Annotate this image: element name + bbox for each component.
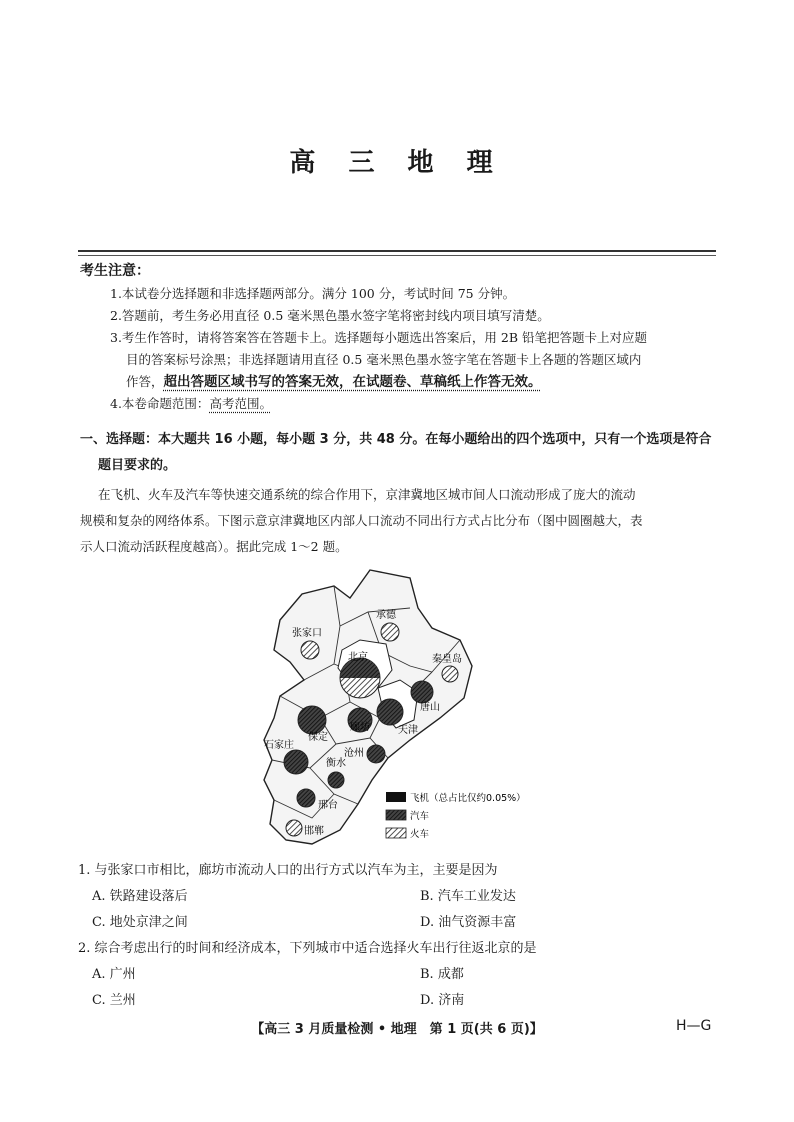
notice-item-2: 2.答题前，考生务必用直径 0.5 毫米黑色墨水签字笔将密封线内项目填写清楚。 (110, 308, 550, 323)
notice-item-3-cont2 (126, 371, 736, 393)
city-label-qinhuangdao: 秦皇岛 (432, 654, 462, 665)
city-label-cangzhou: 沧州 (344, 748, 364, 759)
zhangjiakou-circle (301, 641, 319, 659)
shijiazhuang-circle (284, 750, 308, 774)
question-2-option-c: C. 兰州 (92, 993, 136, 1008)
city-label-shijiazhuang: 石家庄 (264, 740, 294, 751)
city-label-handan: 邯郸 (304, 826, 324, 837)
notice-item-3-cont: 目的答案标号涂黑；非选择题请用直径 0.5 毫米黑色墨水签字笔在答题卡上各题的答题区域内 (126, 352, 642, 367)
notice-item-3: 3.考生作答时，请将答案答在答题卡上。选择题每小题选出答案后，用 2B 铅笔把答题卡上对应题 (110, 330, 648, 345)
city-label-xingtai: 邢台 (318, 800, 338, 811)
question-1-stem: 1. 与张家口市相比，廊坊市流动人口的出行方式以汽车为主，主要是因为 (78, 863, 498, 878)
notice-emphasis: 超出答题区域书写的答案无效，在试题卷、草稿纸上作答无效。 (163, 374, 542, 390)
paper-code: H—G (676, 1018, 712, 1034)
notice-item-4-label: 4.本卷命题范围： (110, 396, 210, 411)
header-rule (78, 250, 716, 252)
city-label-tianjin: 天津 (398, 725, 418, 736)
question-1-option-a: A. 铁路建设落后 (92, 889, 188, 904)
jingjinji-map (250, 568, 550, 850)
page-footer: 【高三 3 月质量检测 • 地理 第 1 页(共 6 页)】 (251, 1022, 543, 1037)
question-2-stem: 2. 综合考虑出行的时间和经济成本，下列城市中适合选择火车出行往返北京的是 (78, 941, 537, 956)
legend-train: 火车 (410, 829, 430, 840)
legend-plane: 飞机（总占比仅约0.05%） (410, 793, 526, 804)
header-rule-thin (78, 255, 716, 256)
tianjin-circle (377, 699, 403, 725)
notice-heading: 考生注意： (80, 263, 150, 279)
question-1-option-d: D. 油气资源丰富 (420, 915, 517, 930)
handan-circle (286, 820, 302, 836)
baoding-circle (298, 706, 326, 734)
qinhuangdao-circle (442, 666, 458, 682)
question-2-option-d: D. 济南 (420, 993, 465, 1008)
hengshui-circle (328, 772, 344, 788)
notice-item-3-text: 作答， (126, 374, 164, 389)
chengde-circle (381, 623, 399, 641)
page-title: 高 三 地 理 (289, 148, 505, 178)
question-1-option-c: C. 地处京津之间 (92, 915, 188, 930)
city-label-langfang: 廊坊 (350, 722, 370, 733)
xingtai-circle (297, 789, 315, 807)
notice-item-4 (110, 393, 720, 415)
question-2-option-a: A. 广州 (92, 967, 136, 982)
passage-line-1: 在飞机、火车及汽车等快速交通系统的综合作用下，京津冀地区城市间人口流动形成了庞大的流动 (98, 487, 636, 502)
legend-swatch-plane (386, 792, 406, 802)
city-label-tangshan: 唐山 (420, 702, 440, 713)
question-2-option-b: B. 成都 (420, 967, 464, 982)
legend-swatch-train (386, 828, 406, 838)
legend-car: 汽车 (410, 811, 430, 822)
notice-item-1: 1.本试卷分选择题和非选择题两部分。满分 100 分，考试时间 75 分钟。 (110, 286, 516, 301)
city-label-chengde: 承德 (376, 610, 396, 621)
section-heading: 一、选择题：本大题共 16 小题，每小题 3 分，共 48 分。在每小题给出的四个选项中，只有一个选项是符合 (80, 432, 712, 447)
city-label-beijing: 北京 (348, 652, 368, 663)
legend-swatch-car (386, 810, 406, 820)
passage-line-2: 规模和复杂的网络体系。下图示意京津冀地区内部人口流动不同出行方式占比分布（图中圆圈越大，表 (80, 513, 643, 528)
section-heading-cont: 题目要求的。 (98, 458, 177, 473)
question-1-option-b: B. 汽车工业发达 (420, 889, 516, 904)
cangzhou-circle (367, 745, 385, 763)
tangshan-circle (411, 681, 433, 703)
notice-item-4-scope: 高考范围。 (209, 396, 272, 411)
passage-line-3: 示人口流动活跃程度越高）。据此完成 1～2 题。 (80, 539, 348, 554)
city-label-hengshui: 衡水 (326, 758, 346, 769)
city-label-zhangjiakou: 张家口 (292, 628, 322, 639)
city-label-baoding: 保定 (308, 732, 328, 743)
